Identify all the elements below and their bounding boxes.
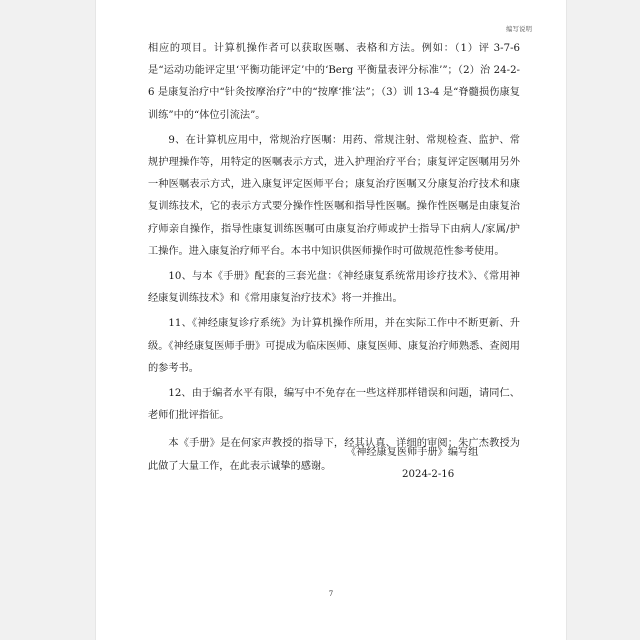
- document-page: [96, 0, 566, 640]
- signoff-date: 2024-2-16: [402, 469, 455, 480]
- paragraph-examples: 相应的项目。计算机操作者可以获取医嘱、表格和方法。例如：（1）评 3-7-6 是“运动功能评定里‘平衡功能评定’中的‘Berg 平衡量表评分标准’”；（2）治 24-2-6 是康复治疗中“针灸按摩治疗”中的“按摩‘推’法”；（3）训 13-4 是“脊髓损伤康复训练”中的“体位引流法”。: [148, 43, 520, 121]
- running-header: 编写说明: [506, 25, 532, 33]
- body-text: [148, 38, 520, 478]
- paragraph-acknowledgement: 本《手册》是在何家声教授的指导下，经其认真、详细的审阅；朱广杰教授为此做了大量工作，在此表示诚挚的感谢。: [148, 438, 520, 472]
- paragraph-item-11: 11、《神经康复诊疗系统》为计算机操作所用，并在实际工作中不断更新、升级。《神经康复医师手册》可提成为临床医师、康复医师、康复治疗师熟悉、查阅用的参考书。: [148, 318, 520, 374]
- signoff-block: [346, 442, 478, 486]
- paragraph-item-10: 10、与本《手册》配套的三套光盘：《神经康复系统常用诊疗技术》、《常用神经康复训练技术》和《常用康复治疗技术》将一并推出。: [148, 271, 520, 305]
- page-number: 7: [328, 590, 334, 598]
- paragraph-item-9: 9、在计算机应用中，常规治疗医嘱：用药、常规注射、常规检查、监护、常规护理操作等，用特定的医嘱表示方式，进入护理治疗平台；康复评定医嘱用另外一种医嘱表示方式，进入康复评定医师平台；康复治疗医嘱又分康复治疗技术和康复训练技术，它的表示方式要分操作性医嘱和指导性医嘱。操作性医嘱是由康复治疗师亲自操作，指导性康复训练医嘱可由康复治疗师或护士指导下由病人/家属/护工操作。进入康复治疗师平台。本书中知识供医师操作时可做规范性参考使用。: [148, 134, 520, 257]
- signoff-group: 《神经康复医师手册》编写组: [346, 447, 479, 458]
- paragraph-item-12: 12、由于编者水平有限，编写中不免存在一些这样那样错误和问题，请同仁、老师们批评指征。: [148, 388, 520, 422]
